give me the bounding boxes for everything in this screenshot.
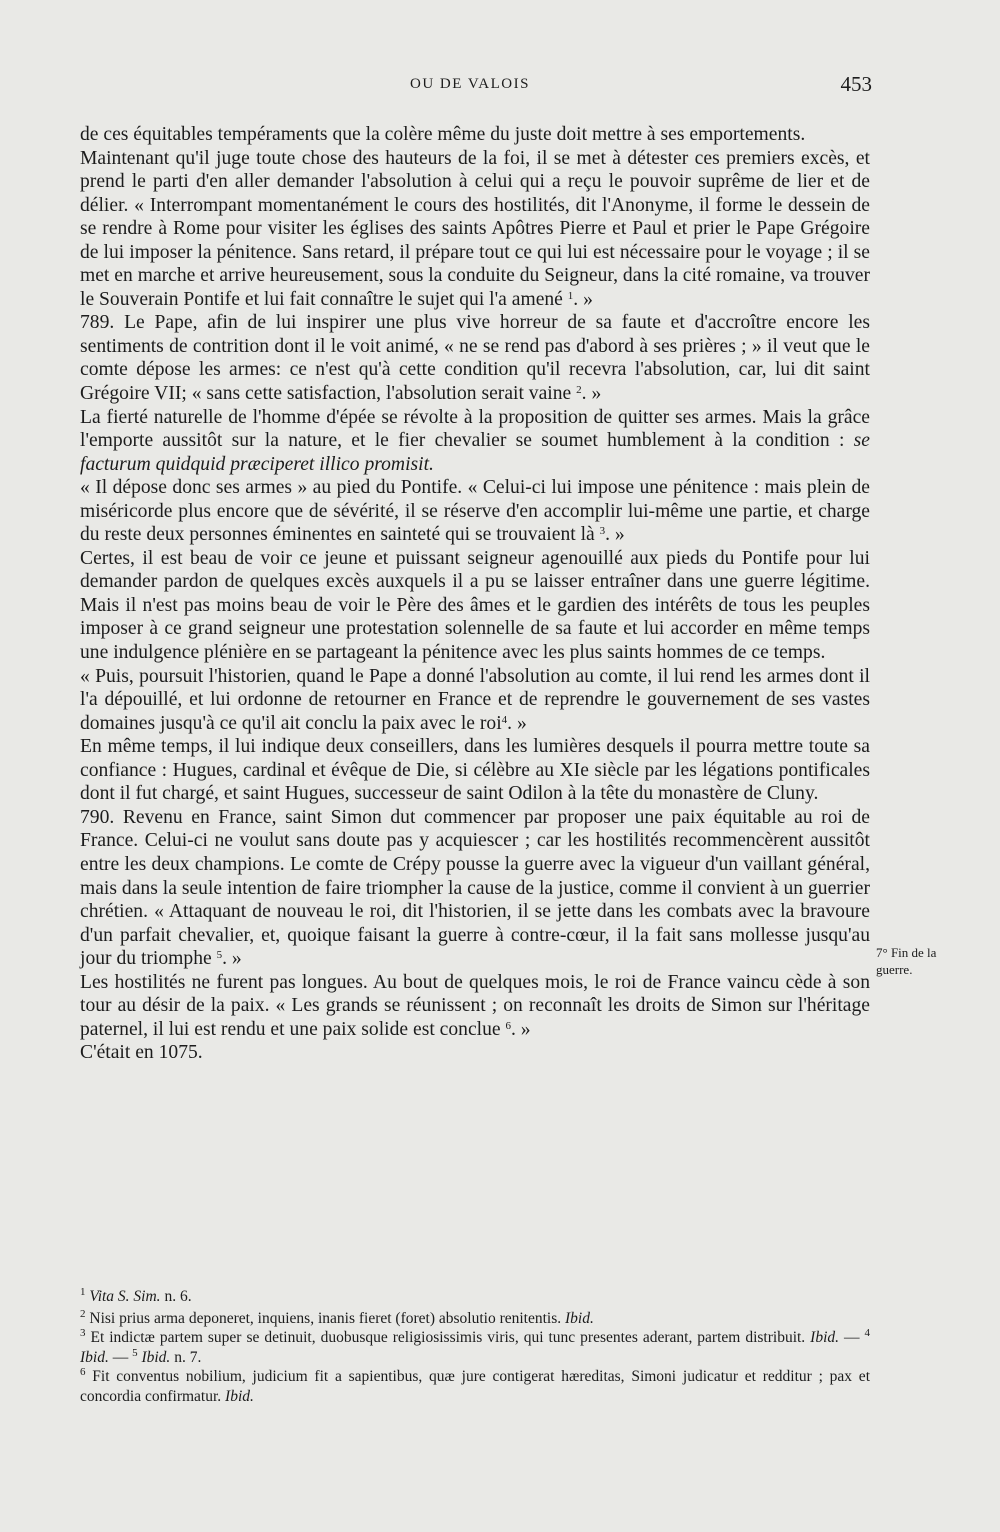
footnote: $^2$ Nisi prius arma deponeret, inquiens, inanis fieret (foret) absolutio renitentis. Ibid. (80, 1307, 594, 1327)
paragraph: 790. Revenu en France, saint Simon dut commencer par proposer une paix équitable au roi de France. Celui-ci ne voulut sans doute pas y acquiescer ; car les hostilités recommencèrent aussitôt entre les deux champions. Le comte de Crépy pousse la guerre avec la vigueur d'un vaillant général, mais dans la seule intention de faire triompher la cause de la justice, comme il convient à un guerrier chrétien. « Attaquant de nouveau le roi, dit l'historien, il se jette dans les combats avec la bravoure d'un parfait chevalier, et, quoique faisant la guerre à contre-cœur, il la fait sans mollesse jusqu'au jour du triomphe $^5$. » (80, 806, 870, 970)
footnote-ref: 4 (501, 713, 508, 726)
paragraph: Maintenant qu'il juge toute chose des hauteurs de la foi, il se met à détester ces premiers excès, et prend le parti d'en aller demander l'absolution à celui qui a reçu le pouvoir suprême de lier et de délier. « Interrompant momentanément le cours des hostilités, dit l'Anonyme, il forme le dessein de se rendre à Rome pour visiter les églises des saints Apôtres Pierre et Paul et prier le Pape Grégoire de lui imposer la pénitence. Sans retard, il prépare tout ce qui lui est nécessaire pour le voyage ; il se met en marche et arrive heureusement, sous la conduite du Seigneur, dans la cité romaine, va trouver le Souverain Pontife et lui fait connaître le sujet qui l'a amené $^1$. » (80, 147, 870, 310)
paragraph: « Puis, poursuit l'historien, quand le Pape a donné l'absolution au comte, il lui rend les armes dont il l'a dépouillé, et lui ordonne de retourner en France et de reprendre le gouvernement de ses vastes domaines jusqu'à ce qu'il ait conclu la paix avec le roi$^4$. » (80, 665, 870, 734)
footnote: $^3$ Et indictæ partem super se detinuit, duobusque religiosissimis viris, qui tunc presentes aderant, partem distribuit. Ibid. — $^4$ Ibid. — $^5$ Ibid. n. 7. (80, 1327, 870, 1366)
paragraph: Certes, il est beau de voir ce jeune et puissant seigneur agenouillé aux pieds du Pontife pour lui demander pardon de quelques excès auxquels il a pu se laisser entraîner dans une guerre légitime. Mais il n'est pas moins beau de voir le Père des âmes et le gardien des intérêts de tous les peuples imposer à ce grand seigneur une protestation solennelle de sa faute et lui accorder en même temps une indulgence plénière en se partageant la pénitence avec les plus saints hommes de ce temps. (80, 547, 870, 664)
latin-quote: se facturum quidquid præciperet illico promisit. (80, 430, 870, 475)
paragraph: « Il dépose donc ses armes » au pied du Pontife. « Celui-ci lui impose une pénitence : mais plein de miséricorde plus encore que de sévérité, il se réserve d'en accomplir lui-même une partie, et charge du reste deux personnes éminentes en sainteté qui se trouvaient là $^3$. » (80, 477, 870, 546)
footnote-ref: 2 (576, 384, 582, 397)
footnote-ref: 1 (567, 289, 574, 302)
paragraph: de ces équitables tempéraments que la colère même du juste doit mettre à ses emportements. (80, 124, 806, 145)
footnote: $^6$ Fit conventus nobilium, judicium fit a sapientibus, quæ jure contigerat hæreditas, Simoni judicatur et redditur ; pax et concordia confirmatur. Ibid. (80, 1366, 870, 1405)
main-text (80, 123, 870, 1065)
paragraph: C'était en 1075. (80, 1042, 203, 1064)
page-number: 453 (840, 72, 872, 96)
footnote: $^1$ Vita S. Sim. n. 6. (80, 1286, 192, 1305)
running-head: OU DE VALOIS (410, 76, 530, 92)
paragraph: En même temps, il lui indique deux conseillers, dans les lumières desquels il pourra mettre toute sa confiance : Hugues, cardinal et évêque de Die, si célèbre au XIe siècle par les légations pontificales dont il fut chargé, et saint Hugues, successeur de saint Odilon à la tête du monastère de Cluny. (80, 736, 870, 805)
paragraph: La fierté naturelle de l'homme d'épée se révolte à la proposition de quitter ses armes. Mais la grâce l'emporte aussitôt sur la nature, et le fier chevalier se soumet humblement à la condition : se facturum quidquid præciperet illico promisit. (80, 406, 870, 475)
page-header (0, 72, 1000, 102)
margin-note: 7° Fin de la guerre. (876, 945, 937, 977)
paragraph: 789. Le Pape, afin de lui inspirer une plus vive horreur de sa faute et d'accroître encore les sentiments de contrition dont il le voit animé, « ne se rend pas d'abord à ses prières ; » il veut que le comte dépose les armes: ce n'est qu'à cette condition qu'il recevra l'absolution, car, lui dit saint Grégoire VII; « sans cette satisfaction, l'absolution serait vaine $^2$. » (80, 312, 870, 405)
footnotes (80, 1287, 870, 1406)
footnote-ref: 3 (599, 525, 606, 538)
paragraph: Les hostilités ne furent pas longues. Au bout de quelques mois, le roi de France vaincu cède à son tour au désir de la paix. « Les grands se réunissent ; on reconnaît les droits de Simon sur l'héritage paternel, il lui est rendu et une paix solide est conclue $^6$. » (80, 971, 870, 1040)
footnote-ref: 5 (216, 949, 223, 962)
footnote-ref: 6 (505, 1019, 511, 1032)
